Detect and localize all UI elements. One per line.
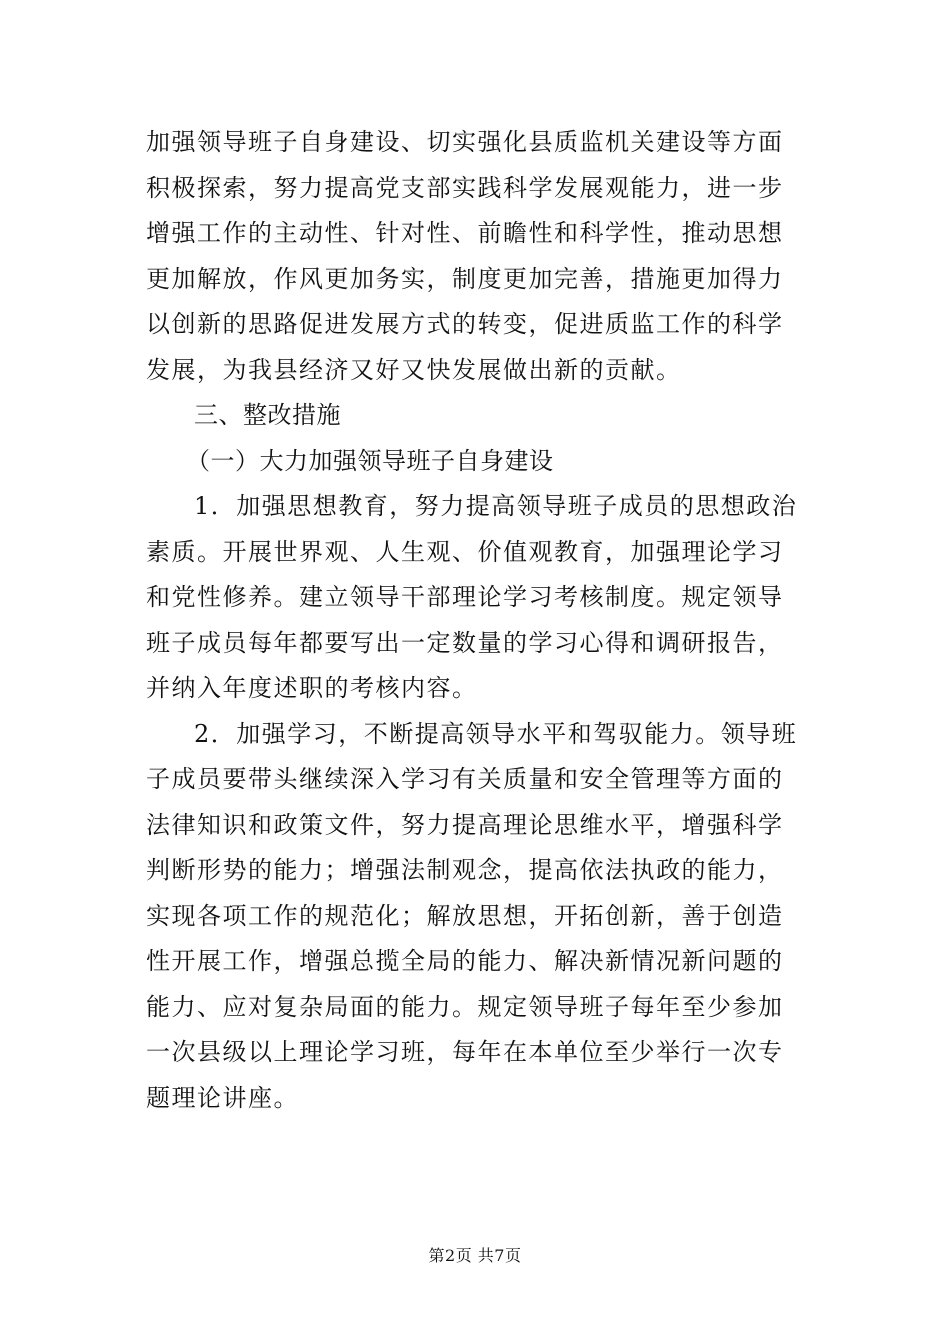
paragraph-line: 并纳入年度述职的考核内容。 xyxy=(146,674,478,702)
paragraph-line: 题理论讲座。 xyxy=(146,1083,299,1112)
paragraph-line: 能力、应对复杂局面的能力。规定领导班子每年至少参加 xyxy=(146,992,784,1021)
paragraph-line: 更加解放，作风更加务实，制度更加完善，措施更加得力 xyxy=(146,264,784,293)
document-body xyxy=(146,120,816,1121)
paragraph-line: 一次县级以上理论学习班，每年在本单位至少举行一次专 xyxy=(146,1038,784,1066)
subsection-heading: （一）大力加强领导班子自身建设 xyxy=(186,446,554,475)
paragraph-line: 实现各项工作的规范化；解放思想，开拓创新，善于创造 xyxy=(146,901,784,930)
paragraph-line: 积极探索，努力提高党支部实践科学发展观能力，进一步 xyxy=(146,173,784,202)
paragraph-line: 加强领导班子自身建设、切实强化县质监机关建设等方面 xyxy=(146,128,784,156)
paragraph-line: 发展，为我县经济又好又快发展做出新的贡献。 xyxy=(146,355,682,384)
paragraph-line: 判断形势的能力；增强法制观念，提高依法执政的能力， xyxy=(146,856,784,884)
paragraph-line: 1．加强思想教育，努力提高领导班子成员的思想政治 xyxy=(194,492,798,520)
paragraph-line: 性开展工作，增强总揽全局的能力、解决新情况新问题的 xyxy=(146,947,784,975)
page-number-footer: 第2页 共7页 xyxy=(428,1246,522,1265)
section-heading: 三、整改措施 xyxy=(194,401,341,429)
paragraph-line: 以创新的思路促进发展方式的转变，促进质监工作的科学 xyxy=(146,310,784,338)
paragraph-line: 班子成员每年都要写出一定数量的学习心得和调研报告， xyxy=(146,628,784,657)
paragraph-line: 和党性修养。建立领导干部理论学习考核制度。规定领导 xyxy=(146,583,784,611)
paragraph-line: 增强工作的主动性、针对性、前瞻性和科学性，推动思想 xyxy=(146,219,784,247)
paragraph-line: 法律知识和政策文件，努力提高理论思维水平，增强科学 xyxy=(146,810,784,839)
paragraph-line: 子成员要带头继续深入学习有关质量和安全管理等方面的 xyxy=(146,765,784,793)
paragraph-line: 素质。开展世界观、人生观、价值观教育，加强理论学习 xyxy=(146,537,784,566)
paragraph-line: 2．加强学习，不断提高领导水平和驾驭能力。领导班 xyxy=(194,719,798,748)
